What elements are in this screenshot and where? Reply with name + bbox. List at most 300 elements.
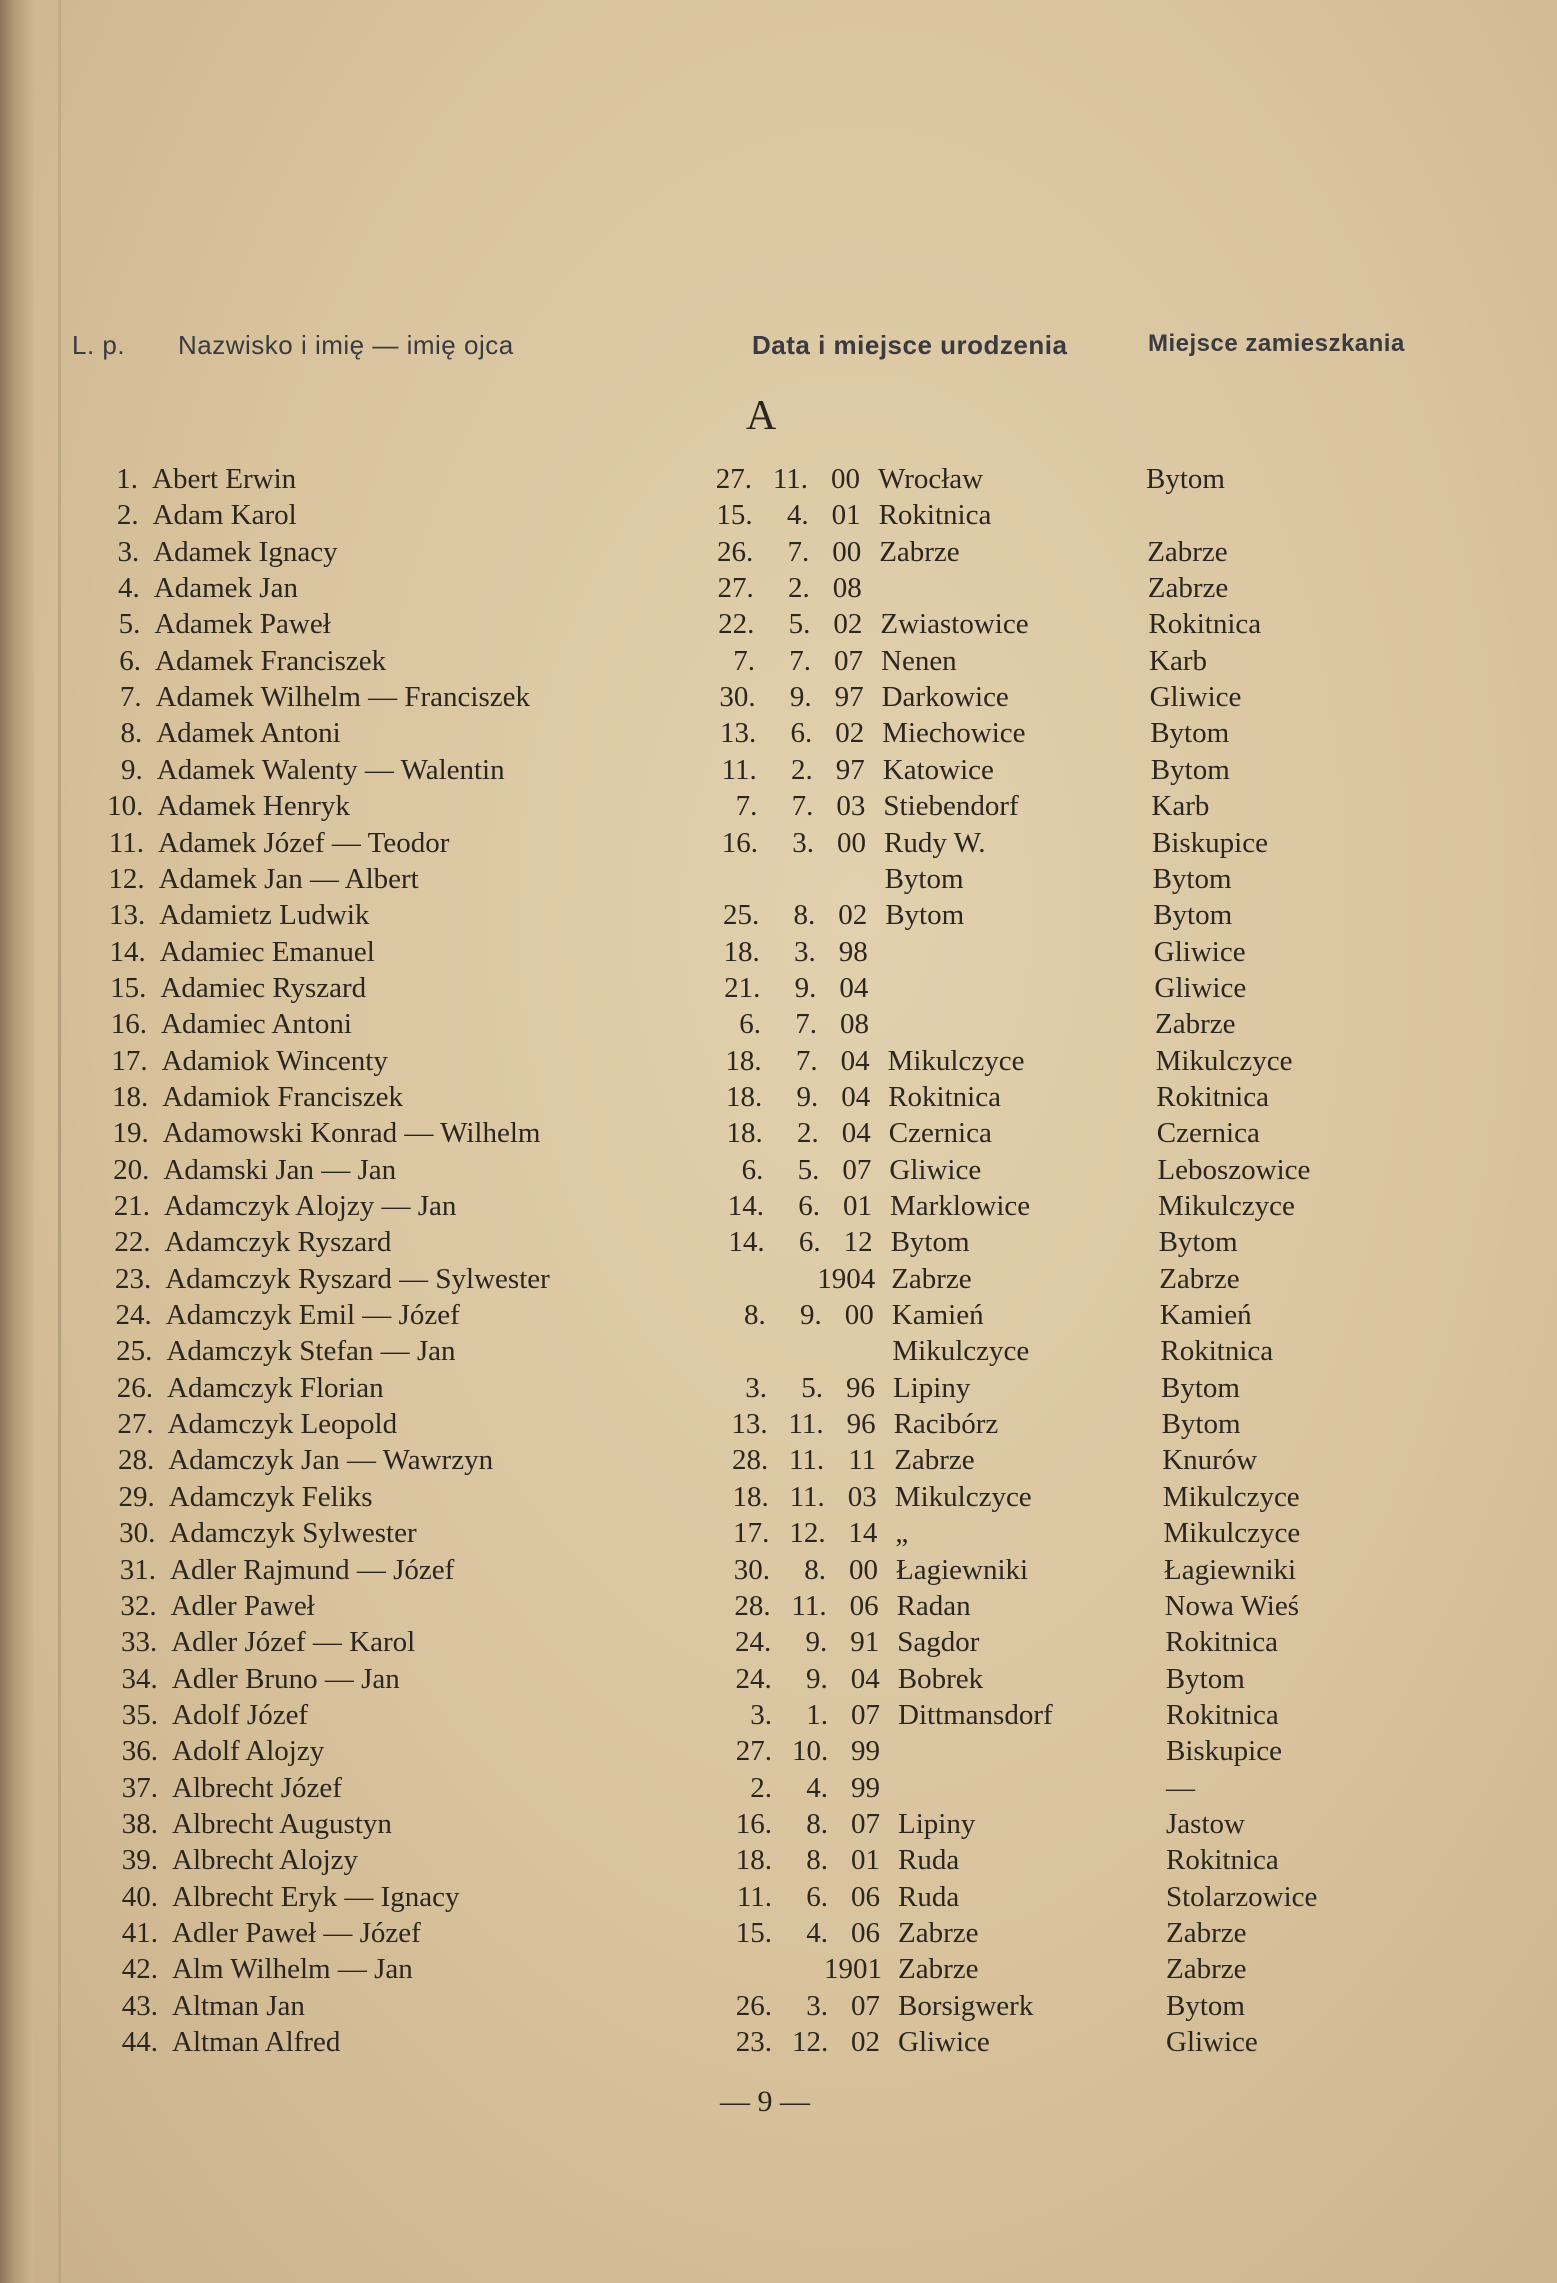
row-number: 6.	[119, 644, 141, 677]
row-residence: Leboszowice	[1157, 1153, 1311, 1186]
row-residence: Gliwice	[1166, 2026, 1258, 2059]
row-residence: Stolarzowice	[1166, 1880, 1318, 1913]
row-number: 28.	[117, 1444, 155, 1477]
row-birth-day: 13.	[731, 1408, 768, 1441]
row-birth-month: 10.	[792, 1735, 829, 1768]
header-name: Nazwisko i imię — imię ojca	[178, 330, 514, 360]
table-row	[0, 1188, 1557, 1224]
row-number: 10.	[107, 790, 144, 823]
row-name: Adamczyk Feliks	[168, 1480, 373, 1513]
row-name: Adamek Jan	[153, 572, 298, 605]
row-birth-year: 97	[835, 753, 865, 786]
row-birth-year: 1904	[817, 1262, 876, 1295]
row-birth-year: 99	[851, 1771, 880, 1804]
table-row	[0, 1951, 1557, 1987]
row-birth-place: Zwiastowice	[880, 608, 1029, 641]
table-row	[0, 825, 1557, 861]
row-name: Albrecht Józef	[172, 1771, 342, 1804]
row-birth-month: 7.	[791, 790, 814, 823]
table-row	[0, 934, 1557, 970]
row-residence: Rokitnica	[1165, 1626, 1278, 1659]
row-birth-year: 07	[834, 644, 863, 677]
row-birth-month: 6.	[790, 717, 813, 750]
row-birth-year: 04	[850, 1662, 880, 1695]
row-residence: Rokitnica	[1166, 1698, 1279, 1731]
row-name: Abert Erwin	[152, 463, 297, 495]
row-number: 11.	[108, 826, 144, 859]
table-row	[0, 1552, 1557, 1588]
row-residence: —	[1166, 1771, 1195, 1804]
row-number: 40.	[121, 1880, 158, 1913]
table-row	[0, 606, 1557, 642]
table-row	[0, 1297, 1557, 1333]
row-residence: Bytom	[1150, 753, 1230, 786]
row-birth-year: 01	[843, 1190, 872, 1222]
row-residence: Zabrze	[1159, 1262, 1240, 1295]
row-birth-month: 5.	[797, 1153, 820, 1186]
table-row	[0, 1770, 1557, 1806]
row-birth-day: 28.	[734, 1589, 771, 1622]
row-name: Adler Józef — Karol	[171, 1626, 416, 1659]
row-birth-day: 16.	[721, 826, 758, 859]
row-birth-year: 01	[851, 1844, 880, 1877]
row-birth-year: 07	[842, 1153, 872, 1186]
row-residence: Bytom	[1153, 899, 1233, 932]
row-birth-month: 7.	[787, 535, 810, 568]
row-birth-place: Zabrze	[898, 1953, 979, 1986]
row-birth-place: Darkowice	[881, 681, 1009, 714]
table-row	[0, 1043, 1557, 1079]
row-name: Adamczyk Ryszard — Sylwester	[165, 1262, 550, 1295]
row-name: Adam Karol	[152, 499, 297, 532]
row-number: 1.	[116, 463, 138, 495]
row-residence: Rokitnica	[1148, 608, 1262, 641]
row-birth-month: 4.	[786, 499, 809, 532]
table-row	[0, 1370, 1557, 1406]
row-birth-day: 28.	[731, 1444, 769, 1477]
row-number: 14.	[109, 935, 146, 968]
row-name: Albrecht Alojzy	[172, 1844, 359, 1877]
row-birth-year: 02	[835, 717, 865, 750]
table-row	[0, 1261, 1557, 1297]
row-residence: Rokitnica	[1156, 1080, 1269, 1113]
row-number: 35.	[121, 1698, 158, 1731]
row-name: Adamek Jan — Albert	[158, 862, 419, 895]
row-residence: Gliwice	[1153, 935, 1246, 968]
row-number: 34.	[121, 1662, 158, 1695]
row-birth-day: 15.	[735, 1917, 772, 1949]
row-birth-place: Lipiny	[893, 1371, 971, 1404]
row-birth-day: 17.	[733, 1517, 770, 1550]
row-residence: Bytom	[1146, 463, 1225, 495]
row-name: Adolf Alojzy	[172, 1735, 325, 1768]
row-number: 43.	[121, 1989, 158, 2022]
table-row	[0, 1479, 1557, 1515]
row-birth-year: 99	[851, 1735, 880, 1768]
row-name: Adamek Józef — Teodor	[158, 826, 450, 859]
row-number: 39.	[121, 1844, 158, 1877]
row-birth-year: 12	[843, 1226, 873, 1259]
table-row	[0, 1442, 1557, 1478]
row-birth-month: 8.	[806, 1807, 828, 1840]
row-number: 19.	[112, 1117, 149, 1150]
row-number: 30.	[119, 1517, 156, 1550]
row-birth-month: 7.	[789, 644, 811, 677]
row-name: Adamczyk Leopold	[167, 1408, 398, 1441]
row-number: 7.	[119, 681, 142, 714]
row-birth-year: 04	[841, 1117, 871, 1150]
row-name: Adler Bruno — Jan	[171, 1662, 400, 1695]
row-birth-day: 13.	[719, 717, 757, 750]
table-row	[0, 1661, 1557, 1697]
row-birth-year: 00	[849, 1553, 878, 1586]
row-residence: Jastow	[1166, 1807, 1245, 1840]
row-birth-day: 30.	[719, 681, 756, 714]
row-residence: Zabrze	[1166, 1917, 1247, 1949]
row-number: 24.	[115, 1299, 152, 1332]
table-row	[0, 1988, 1557, 2024]
row-name: Adamek Ignacy	[153, 535, 338, 568]
row-birth-place: Miechowice	[882, 717, 1026, 750]
row-birth-day: 24.	[734, 1626, 772, 1659]
row-number: 44.	[121, 2026, 158, 2059]
row-birth-year: 04	[841, 1080, 871, 1113]
row-birth-month: 12.	[792, 2026, 829, 2059]
row-residence: Bytom	[1166, 1989, 1245, 2022]
row-birth-day: 7.	[733, 644, 755, 677]
row-number: 32.	[120, 1589, 157, 1622]
row-birth-place: Łagiewniki	[896, 1553, 1029, 1586]
row-birth-year: 01	[831, 499, 861, 532]
row-birth-year: 03	[836, 790, 866, 823]
row-name: Adamczyk Stefan — Jan	[166, 1335, 456, 1368]
row-residence: Karb	[1151, 790, 1210, 823]
row-birth-month: 5.	[788, 608, 811, 641]
row-residence: Bytom	[1161, 1371, 1240, 1404]
row-residence: Zabrze	[1147, 535, 1228, 568]
table-row	[0, 570, 1557, 606]
row-number: 42.	[121, 1953, 158, 1986]
row-birth-month: 8.	[804, 1553, 826, 1586]
row-birth-month: 4.	[806, 1917, 828, 1949]
row-residence: Gliwice	[1154, 971, 1247, 1004]
row-name: Adamczyk Jan — Wawrzyn	[168, 1444, 494, 1477]
row-birth-year: 07	[851, 1807, 880, 1840]
row-birth-day: 8.	[744, 1299, 766, 1332]
row-number: 3.	[117, 535, 140, 568]
row-name: Adamiec Ryszard	[160, 971, 367, 1004]
row-birth-month: 3.	[792, 826, 814, 859]
row-birth-month: 8.	[806, 1844, 828, 1877]
row-birth-month: 11.	[788, 1408, 824, 1441]
row-residence: Rokitnica	[1166, 1844, 1279, 1877]
row-residence: Knurów	[1162, 1444, 1258, 1477]
row-birth-year: 96	[846, 1371, 875, 1404]
row-birth-day: 18.	[723, 935, 760, 968]
row-birth-year: 14	[848, 1517, 878, 1550]
row-birth-month: 7.	[795, 1044, 818, 1077]
row-residence: Zabrze	[1166, 1953, 1247, 1986]
row-birth-place: Wrocław	[878, 463, 984, 495]
table-row	[0, 1079, 1557, 1115]
row-name: Adamczyk Sylwester	[169, 1517, 417, 1550]
table-row	[0, 1006, 1557, 1042]
table-row	[0, 1333, 1557, 1369]
row-birth-year: 97	[834, 681, 864, 714]
row-number: 12.	[108, 862, 145, 895]
row-name: Adamek Walenty — Walentin	[156, 753, 505, 786]
row-birth-day: 3.	[745, 1371, 767, 1404]
row-number: 5.	[118, 608, 141, 641]
row-birth-month: 3.	[806, 1989, 828, 2022]
row-name: Adamek Paweł	[154, 608, 331, 641]
row-birth-day: 27.	[715, 463, 752, 495]
row-birth-month: 4.	[806, 1771, 828, 1804]
row-name: Altman Jan	[172, 1989, 305, 2022]
row-name: Adamczyk Ryszard	[164, 1226, 392, 1259]
row-birth-day: 14.	[727, 1190, 764, 1222]
row-number: 4.	[118, 572, 140, 605]
row-birth-day: 18.	[726, 1117, 763, 1150]
row-name: Adamek Wilhelm — Franciszek	[155, 681, 530, 714]
row-birth-day: 23.	[735, 2026, 772, 2059]
row-number: 2.	[116, 499, 139, 532]
table-row	[0, 715, 1557, 751]
table-row	[0, 497, 1557, 533]
row-birth-day: 11.	[736, 1880, 772, 1913]
row-birth-day: 16.	[735, 1807, 772, 1840]
row-name: Albrecht Eryk — Ignacy	[172, 1880, 460, 1913]
table-row	[0, 1806, 1557, 1842]
row-birth-place: Mikulczyce	[887, 1044, 1025, 1077]
row-residence: Zabrze	[1147, 572, 1229, 605]
row-birth-place: Sagdor	[897, 1626, 980, 1659]
row-birth-day: 15.	[716, 499, 753, 532]
table-row	[0, 643, 1557, 679]
row-name: Adamczyk Alojzy — Jan	[164, 1190, 457, 1222]
row-birth-place: Marklowice	[890, 1190, 1031, 1222]
table-row	[0, 461, 1557, 497]
row-birth-place: Zabrze	[879, 535, 960, 568]
row-birth-place: Stiebendorf	[883, 790, 1019, 823]
row-number: 37.	[121, 1771, 158, 1804]
table-row	[0, 2024, 1557, 2060]
row-number: 9.	[121, 753, 143, 786]
row-number: 21.	[113, 1190, 150, 1222]
row-birth-month: 2.	[791, 753, 813, 786]
row-name: Adler Rajmund — Józef	[170, 1553, 455, 1586]
row-number: 13.	[108, 899, 146, 932]
row-birth-year: 06	[849, 1589, 879, 1622]
row-birth-year: 02	[851, 2026, 880, 2059]
row-name: Adler Paweł	[170, 1589, 315, 1622]
row-birth-month: 11.	[789, 1480, 825, 1513]
row-name: Alm Wilhelm — Jan	[172, 1953, 413, 1986]
table-row	[0, 1224, 1557, 1260]
row-birth-month: 2.	[797, 1117, 819, 1150]
row-birth-place: Zabrze	[891, 1262, 972, 1295]
row-number: 16.	[110, 1008, 147, 1041]
row-birth-day: 27.	[735, 1735, 772, 1768]
table-row	[0, 1879, 1557, 1915]
row-birth-place: Lipiny	[898, 1807, 976, 1840]
row-birth-place: Rudy W.	[884, 826, 986, 859]
row-birth-year: 1901	[824, 1953, 882, 1986]
row-name: Adler Paweł — Józef	[172, 1917, 421, 1949]
row-birth-year: 98	[838, 935, 868, 968]
row-birth-day: 25.	[722, 899, 760, 932]
row-number: 38.	[121, 1807, 158, 1840]
table-row	[0, 1624, 1557, 1660]
row-birth-day: 3.	[750, 1698, 772, 1731]
row-birth-month: 11.	[772, 463, 808, 495]
row-number: 22.	[114, 1226, 151, 1259]
row-birth-year: 02	[838, 899, 868, 932]
row-birth-day: 24.	[735, 1662, 772, 1695]
row-name: Altman Alfred	[172, 2026, 341, 2059]
row-birth-place: Rokitnica	[888, 1080, 1001, 1113]
table-row	[0, 1515, 1557, 1551]
row-birth-year: 91	[850, 1626, 880, 1659]
row-number: 23.	[114, 1262, 152, 1295]
row-birth-year: 11	[848, 1444, 877, 1477]
row-number: 25.	[116, 1335, 153, 1368]
row-residence: Nowa Wieś	[1164, 1589, 1300, 1622]
row-birth-day: 18.	[725, 1044, 762, 1077]
row-residence: Bytom	[1161, 1408, 1241, 1441]
row-name: Adamek Franciszek	[155, 644, 387, 677]
row-birth-place: Ruda	[898, 1844, 960, 1877]
row-number: 26.	[116, 1371, 153, 1404]
row-number: 31.	[119, 1553, 156, 1586]
row-birth-place: Racibórz	[893, 1408, 999, 1441]
row-number: 15.	[110, 971, 147, 1004]
row-birth-place: Bytom	[890, 1226, 970, 1259]
row-birth-day: 6.	[741, 1153, 764, 1186]
table-row	[0, 1842, 1557, 1878]
row-name: Adamiok Wincenty	[161, 1044, 388, 1077]
row-birth-month: 6.	[798, 1226, 821, 1259]
row-residence: Biskupice	[1152, 826, 1268, 859]
row-birth-place: Bobrek	[897, 1662, 984, 1695]
row-name: Adamietz Ludwik	[159, 899, 370, 932]
table-row	[0, 1115, 1557, 1151]
row-name: Adolf Józef	[172, 1698, 309, 1731]
row-birth-year: 07	[851, 1698, 880, 1731]
row-birth-month: 11.	[791, 1589, 827, 1622]
row-birth-year: 00	[844, 1299, 874, 1332]
header-residence: Miejsce zamieszkania	[1148, 330, 1405, 357]
row-number: 8.	[120, 717, 143, 750]
row-birth-year: 06	[851, 1880, 880, 1913]
row-name: Adamek Antoni	[156, 717, 341, 750]
header-birth: Data i miejsce urodzenia	[752, 330, 1068, 360]
row-birth-month: 7.	[795, 1008, 817, 1041]
row-birth-month: 6.	[806, 1880, 828, 1913]
row-residence: Mikulczyce	[1163, 1517, 1301, 1550]
row-residence: Bytom	[1165, 1662, 1245, 1695]
row-birth-place: Nenen	[881, 644, 957, 677]
row-birth-place: Ruda	[898, 1880, 960, 1913]
row-birth-month: 6.	[798, 1190, 820, 1222]
row-number: 18.	[111, 1080, 149, 1113]
row-birth-year: 08	[840, 1008, 869, 1041]
row-birth-month: 9.	[806, 1662, 828, 1695]
row-name: Adamski Jan — Jan	[163, 1153, 397, 1186]
table-row	[0, 1152, 1557, 1188]
row-residence: Mikulczyce	[1162, 1480, 1300, 1513]
row-birth-year: 07	[851, 1989, 880, 2022]
row-birth-year: 02	[833, 608, 863, 641]
table-row	[0, 1406, 1557, 1442]
row-birth-year: 06	[851, 1917, 880, 1949]
row-birth-year: 04	[839, 971, 869, 1004]
row-birth-place: Mikulczyce	[892, 1335, 1030, 1368]
row-residence: Bytom	[1152, 862, 1232, 895]
row-birth-year: 03	[847, 1480, 877, 1513]
row-birth-day: 7.	[735, 790, 758, 823]
row-birth-day: 30.	[733, 1553, 770, 1586]
row-birth-day: 2.	[750, 1771, 772, 1804]
row-birth-month: 8.	[793, 899, 816, 932]
row-birth-place: Bytom	[885, 899, 965, 932]
table-row	[0, 1588, 1557, 1624]
row-birth-month: 12.	[789, 1517, 826, 1550]
table-row	[0, 1915, 1557, 1951]
row-birth-day: 18.	[735, 1844, 772, 1877]
row-name: Adamiec Antoni	[161, 1008, 352, 1041]
row-birth-day: 18.	[732, 1480, 769, 1513]
row-name: Adamek Henryk	[157, 790, 350, 823]
row-birth-month: 9.	[800, 1299, 822, 1332]
table-row	[0, 752, 1557, 788]
row-birth-place: Dittmansdorf	[898, 1698, 1053, 1731]
row-birth-place: Bytom	[884, 862, 964, 895]
row-birth-place: Katowice	[882, 753, 994, 786]
row-birth-month: 5.	[801, 1371, 823, 1404]
row-residence: Zabrze	[1155, 1008, 1236, 1041]
table-row	[0, 1733, 1557, 1769]
row-birth-day: 11.	[721, 753, 757, 786]
row-birth-month: 9.	[805, 1626, 828, 1659]
row-birth-month: 3.	[794, 935, 816, 968]
row-birth-day: 14.	[728, 1226, 765, 1259]
row-birth-year: 08	[832, 572, 862, 605]
row-residence: Gliwice	[1149, 681, 1242, 714]
row-number: 20.	[113, 1153, 150, 1186]
row-birth-day: 26.	[716, 535, 754, 568]
row-residence: Czernica	[1156, 1117, 1260, 1150]
row-residence: Kamień	[1159, 1299, 1252, 1332]
row-birth-place: Gliwice	[898, 2026, 990, 2059]
table-row	[0, 897, 1557, 933]
row-residence: Mikulczyce	[1155, 1044, 1293, 1077]
row-birth-year: 04	[840, 1044, 870, 1077]
row-name: Adamczyk Florian	[167, 1371, 384, 1404]
table-row	[0, 861, 1557, 897]
row-name: Adamowski Konrad — Wilhelm	[162, 1117, 541, 1150]
row-birth-day: 18.	[725, 1080, 763, 1113]
row-birth-month: 1.	[806, 1698, 828, 1731]
row-residence: Biskupice	[1166, 1735, 1282, 1768]
row-name: Adamiec Emanuel	[159, 935, 375, 968]
row-birth-place: Rokitnica	[878, 499, 992, 532]
table-row	[0, 534, 1557, 570]
row-birth-place: Radan	[896, 1589, 971, 1622]
row-residence: Rokitnica	[1160, 1335, 1274, 1368]
row-birth-place: Gliwice	[889, 1153, 982, 1186]
row-birth-year: 00	[832, 535, 862, 568]
